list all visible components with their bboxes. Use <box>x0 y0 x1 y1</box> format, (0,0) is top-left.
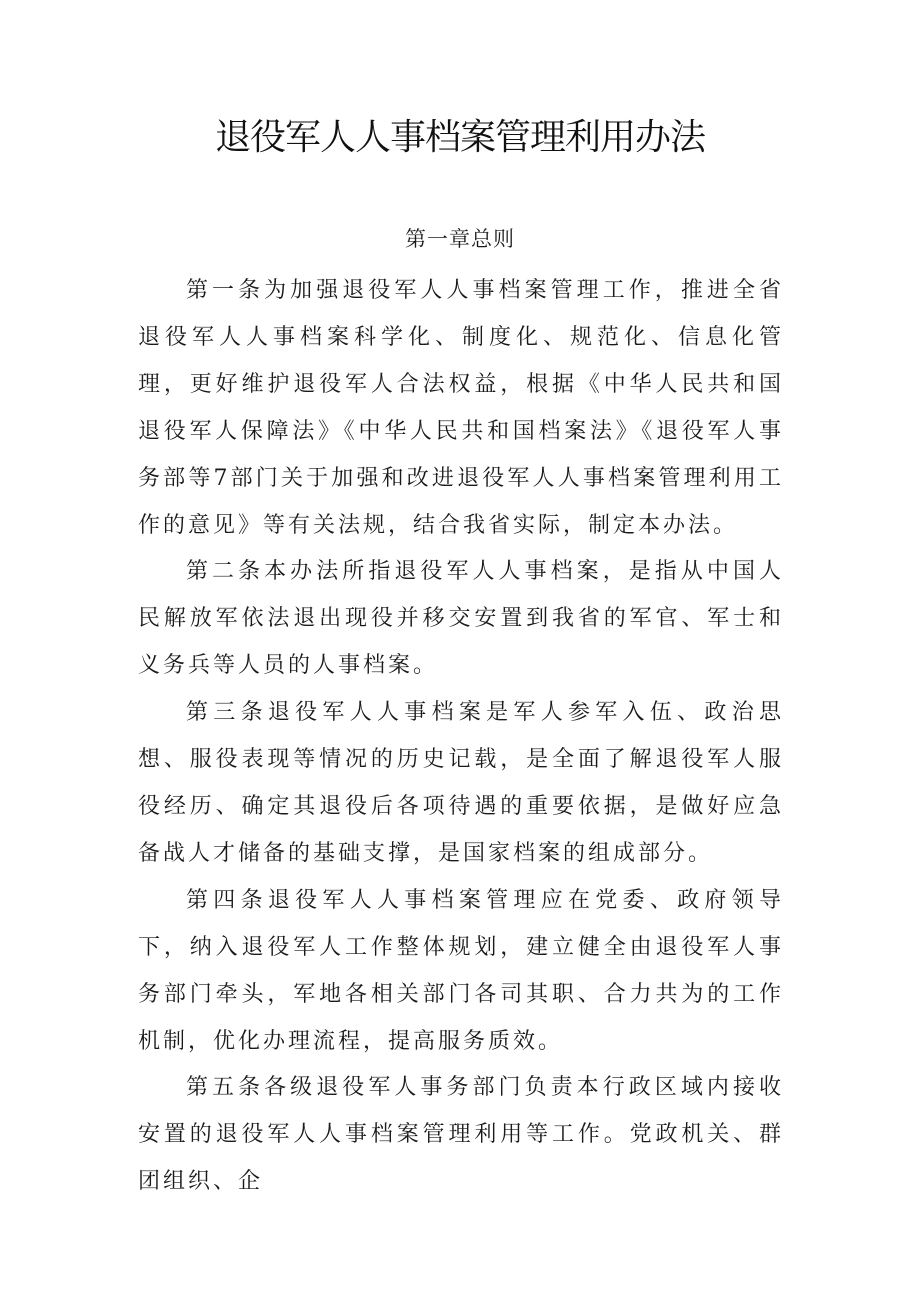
document-title: 退役军人人事档案管理利用办法 <box>214 117 705 158</box>
article-3-paragraph: 第三条退役军人人事档案是军人参军入伍、政治思想、服役表现等情况的历史记载，是全面了解退役军人服役经历、确定其退役后各项待遇的重要依据，是做好应急备战人才储备的基础支撑，是国家档案的组成部分。 <box>138 700 784 866</box>
article-2-paragraph: 第二条本办法所指退役军人人事档案，是指从中国人民解放军依法退出现役并移交安置到我省的军官、军士和义务兵等人员的人事档案。 <box>138 559 784 679</box>
article-4-paragraph: 第四条退役军人人事档案管理应在党委、政府领导下，纳入退役军人工作整体规划，建立健全由退役军人事务部门牵头，军地各相关部门各司其职、合力共为的工作机制，优化办理流程，提高服务质效。 <box>138 887 784 1054</box>
article-5-paragraph: 第五条各级退役军人事务部门负责本行政区域内接收安置的退役军人人事档案管理利用等工作。党政机关、群团组织、企 <box>138 1075 784 1195</box>
chapter-heading: 第一章总则 <box>405 227 515 251</box>
document-body <box>138 268 784 1206</box>
article-1-paragraph: 第一条为加强退役军人人事档案管理工作，推进全省退役军人人事档案科学化、制度化、规范化、信息化管理，更好维护退役军人合法权益，根据《中华人民共和国退役军人保障法》《中华人民共和国档案法》《退役军人事务部等7部门关于加强和改进退役军人人事档案管理利用工作的意见》等有关法规，结合我省实际，制定本办法。 <box>138 278 784 538</box>
